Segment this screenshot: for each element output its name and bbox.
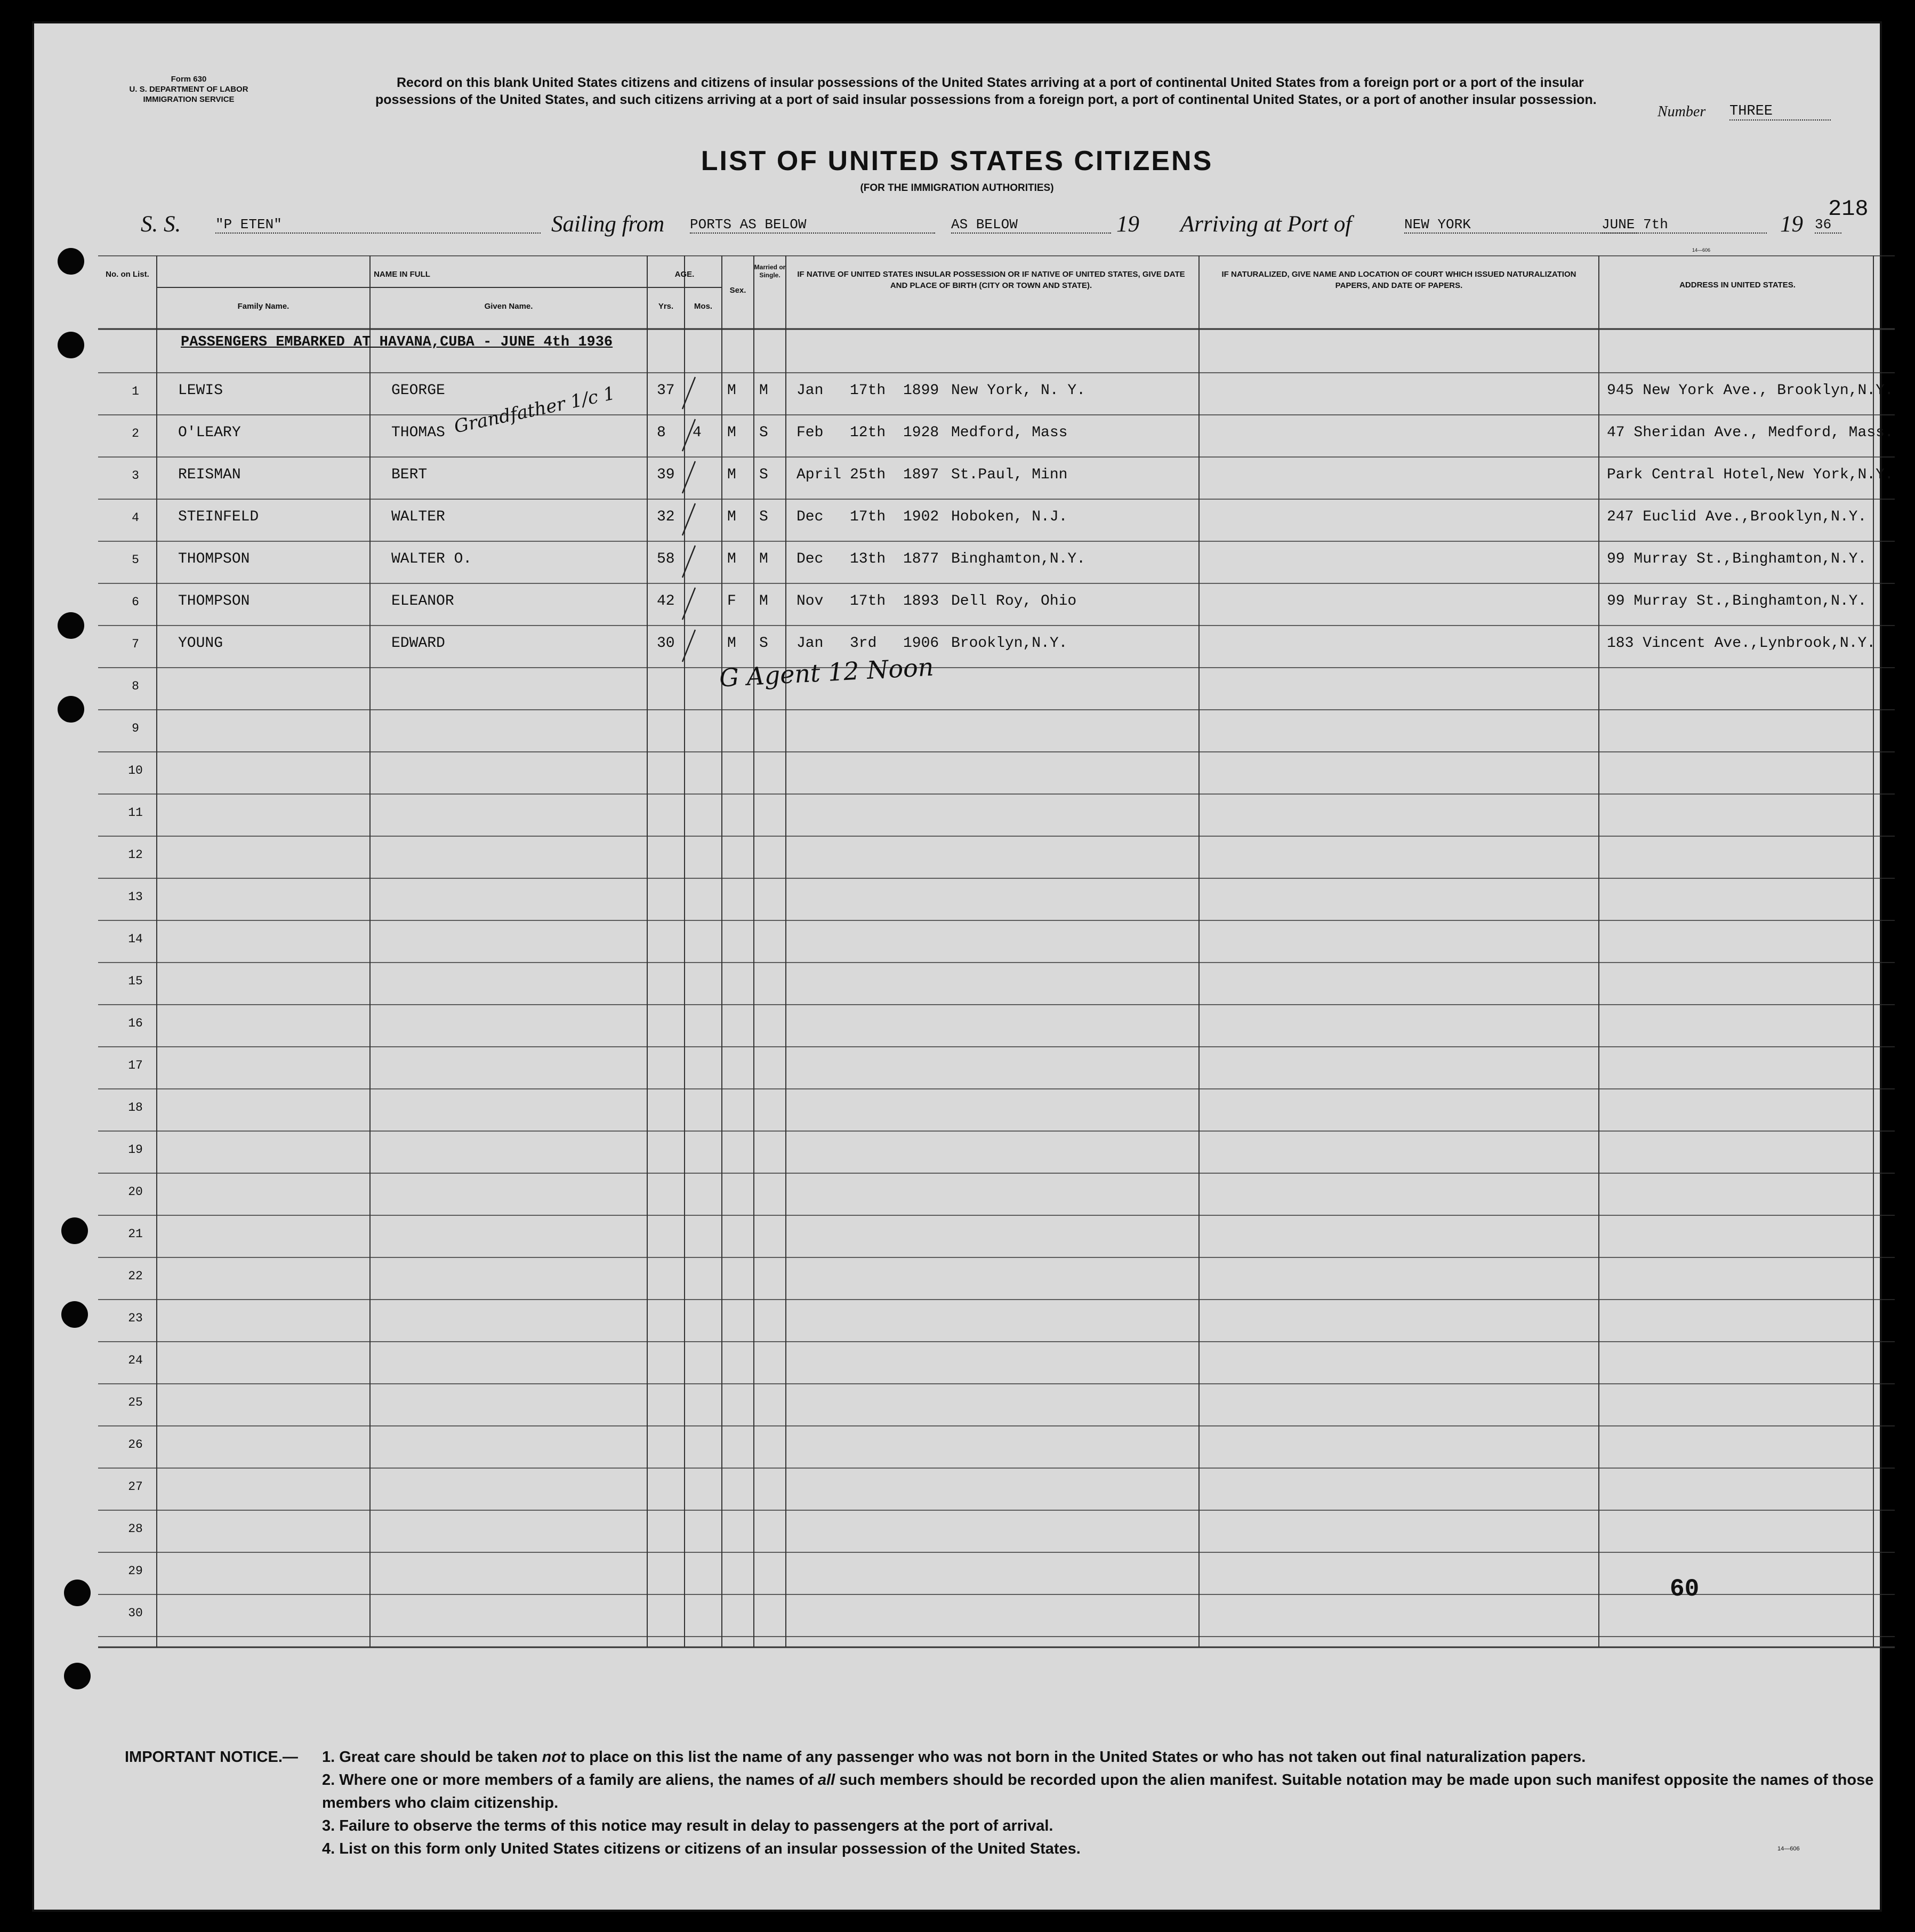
year-prefix-arrival: 19 [1780,212,1803,237]
age-years-cell: 8 [657,424,666,441]
header-birth: IF NATIVE OF UNITED STATES INSULAR POSSESSION OR IF NATIVE OF UNITED STATES, GIVE DATE AND PLACE OF BIRTH (CITY OR TOWN AND STATE). [797,270,1185,290]
row-number: 19 [128,1143,143,1157]
sex-cell: F [727,593,736,610]
handwritten-grandfather-note: Grandfather 1/c 1 [452,382,617,438]
marital-status-cell: S [759,509,768,525]
notice-item-text: Where one or more members of a family are aliens, the names of [339,1771,818,1789]
family-name-cell: LEWIS [178,382,223,399]
given-name-cell: BERT [391,467,428,483]
sex-cell: M [727,424,736,441]
birth-place-cell: Brooklyn,N.Y. [951,635,1068,652]
birth-month-cell: Dec [796,509,824,525]
arrival-year: 36 [1815,217,1841,234]
header-naturalized: IF NATURALIZED, GIVE NAME AND LOCATION OF COURT WHICH ISSUED NATURALIZATION PAPERS, AND DATE OF PAPERS. [1221,270,1576,290]
notice-item [322,1815,1900,1838]
manifest-page [32,21,1894,1912]
sex-cell: M [727,382,736,399]
header-sex: Sex. [729,286,746,295]
header-given-name: Given Name. [484,302,533,311]
birth-place-cell: Dell Roy, Ohio [951,593,1077,610]
row-number: 21 [128,1227,143,1241]
year-prefix-sailing: 19 [1116,212,1139,237]
voyage-line [141,211,1836,239]
birth-day-cell: 25th [850,467,886,483]
punch-hole [61,1301,88,1328]
age-years-cell: 39 [657,467,675,483]
notice-item-emphasis: not [542,1749,566,1766]
header-married-single: Married or Single. [754,263,786,279]
sex-cell: M [727,551,736,567]
birth-year-cell: 1877 [903,551,939,567]
age-years-cell: 42 [657,593,675,610]
sex-cell: M [727,467,736,483]
birth-month-cell: Feb [796,424,824,441]
sailing-from: PORTS AS BELOW [690,217,935,234]
address-cell: 47 Sheridan Ave., Medford, Mass. [1607,424,1894,441]
given-name-cell: ELEANOR [391,593,454,610]
row-number: 16 [128,1016,143,1030]
marital-status-cell: S [759,635,768,652]
page-subtitle: (FOR THE IMMIGRATION AUTHORITIES) [860,182,1054,194]
notice-item-number: 4. [322,1840,335,1857]
page-number: 218 [1828,196,1869,222]
row-number: 14 [128,932,143,946]
punch-hole [58,332,84,358]
row-number: 2 [132,427,139,440]
printer-code-top: 14—606 [1692,247,1711,253]
birth-day-cell: 17th [850,509,886,525]
age-years-cell: 30 [657,635,675,652]
birth-day-cell: 17th [850,382,886,399]
punch-hole [58,248,84,275]
row-number: 7 [132,637,139,651]
header-yrs: Yrs. [658,302,674,311]
passenger-table [98,255,1895,1674]
address-cell: 945 New York Ave., Brooklyn,N.Y. [1607,382,1894,399]
birth-month-cell: April [796,467,842,483]
birth-year-cell: 1897 [903,467,939,483]
given-name-cell: WALTER [391,509,445,525]
sailing-date: AS BELOW [951,217,1111,234]
notice-heading: IMPORTANT NOTICE.— [125,1749,298,1766]
row-number: 1 [132,384,139,398]
handwritten-agent-note: G Agent 12 Noon [718,652,935,693]
header-address: ADDRESS IN UNITED STATES. [1679,280,1796,290]
notice-item-text-end: such members should be recorded upon the alien manifest. Suitable notation may be made upon such manifest opposite the names of those members who claim citizenship. [322,1771,1874,1811]
birth-place-cell: Medford, Mass [951,424,1068,441]
given-name-cell: WALTER O. [391,551,472,567]
punch-hole [64,1663,91,1689]
birth-month-cell: Nov [796,593,824,610]
arrival-date: JUNE 7th [1602,217,1767,234]
sex-cell: M [727,509,736,525]
row-number: 15 [128,974,143,988]
sailing-label: Sailing from [551,212,665,237]
header-age: AGE. [674,270,695,279]
ss-label: S. S. [141,212,181,237]
header-family-name: Family Name. [237,302,289,311]
header-mos: Mos. [694,302,713,311]
form-identifier [82,74,295,105]
row-number: 27 [128,1480,143,1494]
address-cell: 183 Vincent Ave.,Lynbrook,N.Y. [1607,635,1876,652]
form-instructions: Record on this blank United States citizens and citizens of insular possessions of the United States arriving at a port of continental United States from a foreign port or a port of the insular possessions of the United States, and such citizens arriving at a port of said insular possessions from a foreign port, a port of continental United States, or a port of another insular possession. [375,75,1597,107]
arriving-label: Arriving at Port of [1180,212,1352,237]
section-note: PASSENGERS EMBARKED AT HAVANA,CUBA - JUNE 4th 1936 [181,334,613,350]
row-number: 22 [128,1269,143,1283]
row-number: 5 [132,553,139,567]
birth-place-cell: New York, N. Y. [951,382,1086,399]
list-number-value: THREE [1729,103,1831,121]
page-title: LIST OF UNITED STATES CITIZENS [701,146,1213,177]
header-no-on-list: No. on List. [106,270,149,279]
notice-item-text-end: to place on this list the name of any passenger who was not born in the United States or who has not taken out final naturalization papers. [566,1749,1586,1766]
row-number: 17 [128,1059,143,1072]
row-number: 13 [128,890,143,904]
count-mark: 60 [1670,1575,1700,1603]
given-name-cell: THOMAS [391,424,445,441]
birth-day-cell: 3rd [850,635,877,652]
family-name-cell: STEINFELD [178,509,259,525]
age-months-cell: 4 [693,424,702,441]
printer-code-bottom: 14—606 [1777,1846,1800,1852]
marital-status-cell: M [759,551,768,567]
punch-hole [61,1217,88,1244]
address-cell: 247 Euclid Ave.,Brooklyn,N.Y. [1607,509,1867,525]
row-number: 4 [132,511,139,525]
birth-year-cell: 1902 [903,509,939,525]
row-number: 10 [128,764,143,777]
marital-status-cell: S [759,424,768,441]
row-number: 11 [128,806,143,820]
birth-place-cell: St.Paul, Minn [951,467,1068,483]
punch-hole [64,1580,91,1606]
row-number: 9 [132,722,139,735]
birth-year-cell: 1906 [903,635,939,652]
notice-item [322,1746,1900,1769]
row-number: 3 [132,469,139,483]
row-number: 6 [132,595,139,609]
punch-hole [58,612,84,639]
birth-month-cell: Jan [796,635,824,652]
family-name-cell: REISMAN [178,467,241,483]
row-number: 25 [128,1396,143,1409]
header-name-in-full: NAME IN FULL [374,270,430,279]
ship-name: "P ETEN" [215,217,541,234]
row-number: 28 [128,1522,143,1536]
birth-day-cell: 13th [850,551,886,567]
birth-place-cell: Binghamton,N.Y. [951,551,1086,567]
notice-item-text: List on this form only United States citizens or citizens of an insular possession of the United States. [339,1840,1081,1857]
family-name-cell: O'LEARY [178,424,241,441]
given-name-cell: GEORGE [391,382,445,399]
marital-status-cell: M [759,382,768,399]
notice-item [322,1838,1900,1861]
notice-item-number: 2. [322,1771,335,1789]
notice-item-emphasis: all [817,1771,835,1789]
list-number-label: Number [1657,103,1706,120]
birth-day-cell: 17th [850,593,886,610]
row-number: 20 [128,1185,143,1199]
marital-status-cell: S [759,467,768,483]
row-number: 26 [128,1438,143,1452]
row-number: 18 [128,1101,143,1115]
birth-day-cell: 12th [850,424,886,441]
address-cell: 99 Murray St.,Binghamton,N.Y. [1607,593,1867,610]
birth-month-cell: Dec [796,551,824,567]
notice-item-number: 1. [322,1749,335,1766]
birth-year-cell: 1928 [903,424,939,441]
family-name-cell: YOUNG [178,635,223,652]
age-years-cell: 58 [657,551,675,567]
row-number: 23 [128,1311,143,1325]
department-name: U. S. DEPARTMENT OF LABOR [129,85,248,94]
row-number: 30 [128,1606,143,1620]
family-name-cell: THOMPSON [178,593,250,610]
row-number: 12 [128,848,143,862]
birth-place-cell: Hoboken, N.J. [951,509,1068,525]
address-cell: Park Central Hotel,New York,N.Y. [1607,467,1894,483]
service-name: IMMIGRATION SERVICE [143,95,235,104]
notice-item-text: Failure to observe the terms of this notice may result in delay to passengers at the port of arrival. [339,1817,1053,1834]
age-years-cell: 32 [657,509,675,525]
sex-cell: M [727,635,736,652]
notice-item-number: 3. [322,1817,335,1834]
row-number: 8 [132,679,139,693]
notice-item [322,1769,1900,1815]
address-cell: 99 Murray St.,Binghamton,N.Y. [1607,551,1867,567]
form-number: Form 630 [171,75,207,84]
birth-year-cell: 1899 [903,382,939,399]
notice-item-text: Great care should be taken [339,1749,542,1766]
marital-status-cell: M [759,593,768,610]
punch-hole [58,696,84,723]
row-number: 24 [128,1353,143,1367]
arrival-port: NEW YORK [1404,217,1639,234]
row-number: 29 [128,1564,143,1578]
given-name-cell: EDWARD [391,635,445,652]
birth-year-cell: 1893 [903,593,939,610]
age-years-cell: 37 [657,382,675,399]
birth-month-cell: Jan [796,382,824,399]
family-name-cell: THOMPSON [178,551,250,567]
